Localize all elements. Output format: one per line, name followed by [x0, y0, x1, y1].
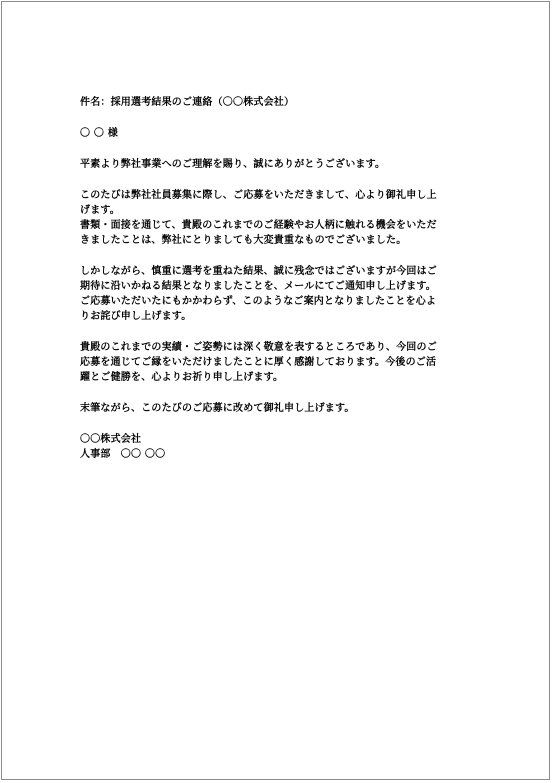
text-line: 躍とご健勝を、心よりお祈り申し上げます。	[80, 372, 284, 383]
text-line: りお詫び申し上げます。	[80, 311, 192, 322]
signature-block	[80, 432, 480, 462]
text-line: このたびは弊社社員募集に際し、ご応募をいただきまして、心より御礼申し上	[80, 190, 437, 201]
text-line: 書類・面接を通じて、貴殿のこれまでのご経験やお人柄に触れる機会をいただ	[80, 220, 437, 231]
paragraph-wishes	[80, 340, 480, 385]
document-page	[1, 1, 550, 780]
paragraph-thanks	[80, 188, 480, 248]
letter-body	[80, 95, 480, 462]
text-line: きましたことは、弊社にとりましても大変貴重なものでございました。	[80, 235, 407, 246]
closing-line: 末筆ながら、このたびのご応募に改めて御礼申し上げます。	[80, 403, 355, 414]
text-line: 応募を通じてご縁をいただけましたことに厚く感謝しております。今後のご活	[80, 357, 437, 368]
text-line: しかしながら、慎重に選考を重ねた結果、誠に残念ではございますが今回はご	[80, 266, 437, 277]
text-line: 貴殿のこれまでの実績・ご姿勢には深く敬意を表するところであり、今回のご	[80, 342, 437, 353]
text-line: ご応募いただいたにもかかわらず、このようなご案内となりましたことを心よ	[80, 296, 437, 307]
paragraph-result	[80, 264, 480, 324]
text-line: げます。	[80, 205, 120, 216]
subject-line: 件名：採用選考結果のご連絡（〇〇株式会社）	[80, 97, 295, 108]
addressee: 〇 〇 様	[80, 128, 118, 139]
text-line: 期待に沿いかねる結果となりましたことを、メールにてご通知申し上げます。	[80, 281, 436, 292]
signature-department: 人事部 〇〇 〇〇	[80, 449, 166, 460]
signature-company: 〇〇株式会社	[80, 434, 142, 445]
greeting: 平素より弊社事業へのご理解を賜り、誠にありがとうございます。	[80, 159, 386, 170]
